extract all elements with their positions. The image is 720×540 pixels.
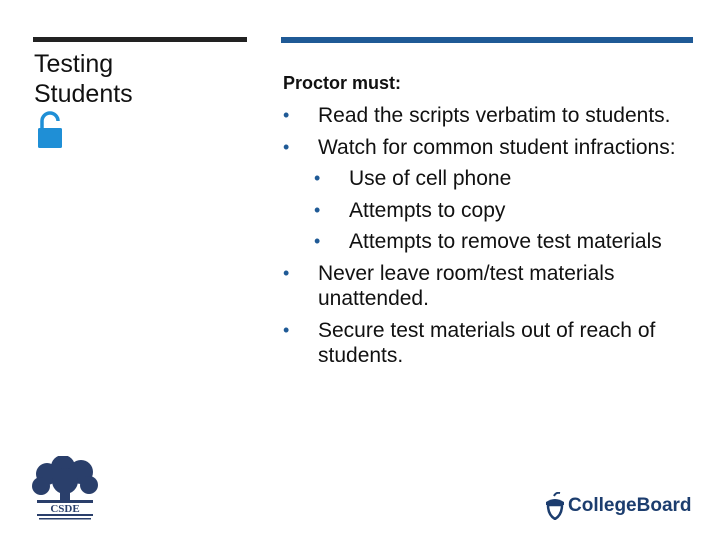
- acorn-icon: [543, 492, 567, 520]
- bullet-text: Read the scripts verbatim to students.: [318, 104, 671, 127]
- bullet-item: [283, 135, 703, 161]
- sub-bullet-item: [314, 198, 703, 224]
- sub-bullet-item: [314, 166, 703, 192]
- bullet-text: Attempts to remove test materials: [349, 230, 662, 253]
- bullet-marker: •: [283, 319, 290, 340]
- sub-bullet-item: [314, 229, 703, 255]
- bullet-marker: •: [314, 199, 321, 220]
- section-title: Testing Students: [34, 50, 133, 108]
- bullet-text: Never leave room/test materials unattended.: [318, 261, 615, 310]
- collegeboard-wordmark: CollegeBoard: [568, 495, 692, 516]
- bullet-marker: •: [283, 262, 290, 283]
- csde-logo: [27, 456, 103, 524]
- bullet-marker: •: [283, 136, 290, 157]
- bullet-marker: •: [314, 168, 321, 188]
- title-rule: [33, 37, 247, 42]
- bullet-text: Watch for common student infractions:: [318, 135, 676, 159]
- bullet-text: Use of cell phone: [349, 167, 512, 190]
- content-rule: [281, 37, 693, 43]
- bullet-marker: •: [283, 105, 290, 125]
- bullet-list: [283, 103, 703, 369]
- slide-heading: Proctor must:: [283, 73, 402, 93]
- bullet-text: Secure test materials out of reach of students.: [318, 318, 656, 367]
- bullet-item: [283, 318, 703, 369]
- bullet-marker: •: [314, 231, 321, 251]
- bullet-item: [283, 103, 703, 129]
- bullet-item: [283, 261, 703, 312]
- lock-icon: [36, 110, 64, 150]
- collegeboard-logo: [543, 492, 703, 522]
- bullet-text: Attempts to copy: [349, 198, 506, 222]
- csde-logo-text: CSDE: [50, 503, 80, 515]
